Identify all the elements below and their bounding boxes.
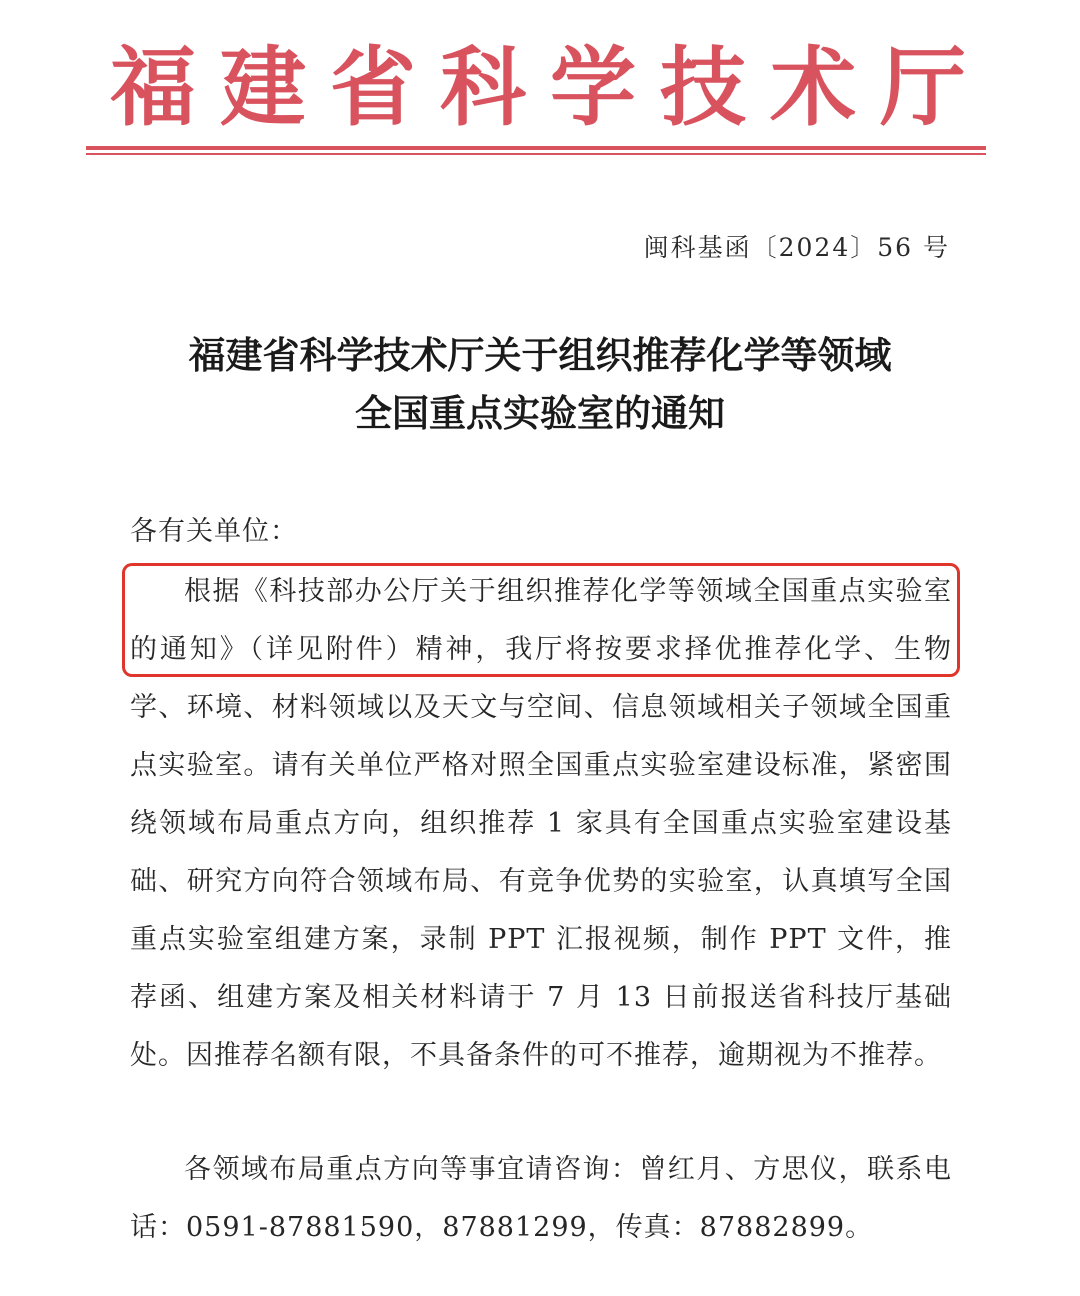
letterhead-red-rule-thin [86, 153, 986, 155]
document-title-line-1: 福建省科学技术厅关于组织推荐化学等领域 [188, 334, 892, 377]
letterhead-org-name: 福建省科学技术厅 [110, 38, 990, 138]
body-paragraph-1: 根据《科技部办公厅关于组织推荐化学等领域全国重点实验室的通知》（详见附件）精神，我厅将按要求择优推荐化学、生物学、环境、材料领域以及天文与空间、信息领域相关子领域全国重点实验室。请有关单位严格对照全国重点实验室建设标准，紧密围绕领域布局重点方向，组织推荐 1 家具有全国重点实验室建设基础、研究方向符合领域布局、有竞争优势的实验室，认真填写全国重点实验室组建方案，录制 PPT 汇报视频，制作 PPT 文件，推荐函、组建方案及相关材料请于 7 月 13 日前报送省科技厅基础处。因推荐名额有限，不具备条件的可不推荐，逾期视为不推荐。 [130, 576, 952, 1071]
document-number: 闽科基函〔2024〕56 号 [643, 233, 950, 262]
body-paragraph-2: 各领域布局重点方向等事宜请咨询：曾红月、方思仪，联系电话：0591-87881590，87881299，传真：87882899。 [130, 1154, 952, 1243]
document-title-line-2: 全国重点实验室的通知 [355, 392, 725, 435]
salutation: 各有关单位： [130, 516, 298, 547]
letterhead-red-rule [86, 146, 986, 150]
